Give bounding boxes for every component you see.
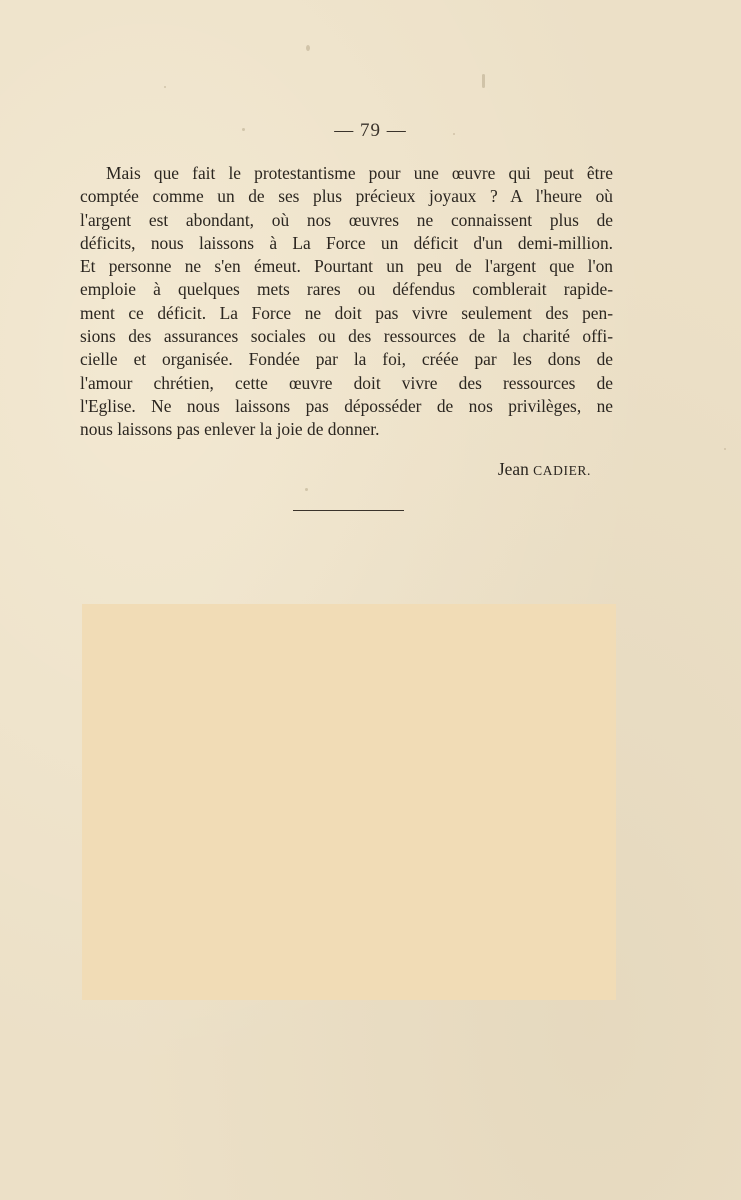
paper-speck bbox=[164, 86, 166, 88]
text-line: l'amour chrétien, cette œuvre doit vivre des ressources de bbox=[80, 372, 613, 393]
paper-speck bbox=[724, 448, 726, 450]
author-first-name: Jean bbox=[497, 459, 529, 479]
page-number: — 79 — bbox=[334, 120, 407, 141]
paper-speck bbox=[482, 74, 485, 88]
body-paragraph bbox=[80, 162, 613, 442]
text-line: ment ce déficit. La Force ne doit pas vivre seulement des pen- bbox=[80, 302, 613, 323]
paper-speck bbox=[305, 488, 308, 491]
text-line: Mais que fait le protestantisme pour une œuvre qui peut être bbox=[106, 163, 613, 183]
text-line: l'argent est abondant, où nos œuvres ne connaissent plus de bbox=[80, 209, 613, 230]
section-divider bbox=[293, 510, 404, 511]
blank-area bbox=[82, 604, 616, 1000]
text-line: emploie à quelques mets rares ou défendus comblerait rapide- bbox=[80, 279, 613, 300]
text-line: cielle et organisée. Fondée par la foi, créée par les dons de bbox=[80, 349, 613, 370]
paper-speck bbox=[306, 45, 310, 51]
text-line: déficits, nous laissons à La Force un déficit d'un demi-million. bbox=[80, 232, 613, 253]
text-line: comptée comme un de ses plus précieux joyaux ? A l'heure où bbox=[80, 186, 613, 207]
text-line: nous laissons pas enlever la joie de donner. bbox=[80, 419, 380, 440]
text-line: Et personne ne s'en émeut. Pourtant un peu de l'argent que l'on bbox=[80, 256, 613, 277]
author-signature bbox=[498, 459, 591, 480]
author-last-name: CADIER. bbox=[533, 463, 591, 478]
text-line: l'Eglise. Ne nous laissons pas déposséder de nos privilèges, ne bbox=[80, 395, 613, 416]
text-line: sions des assurances sociales ou des ressources de la charité offi- bbox=[80, 326, 613, 347]
